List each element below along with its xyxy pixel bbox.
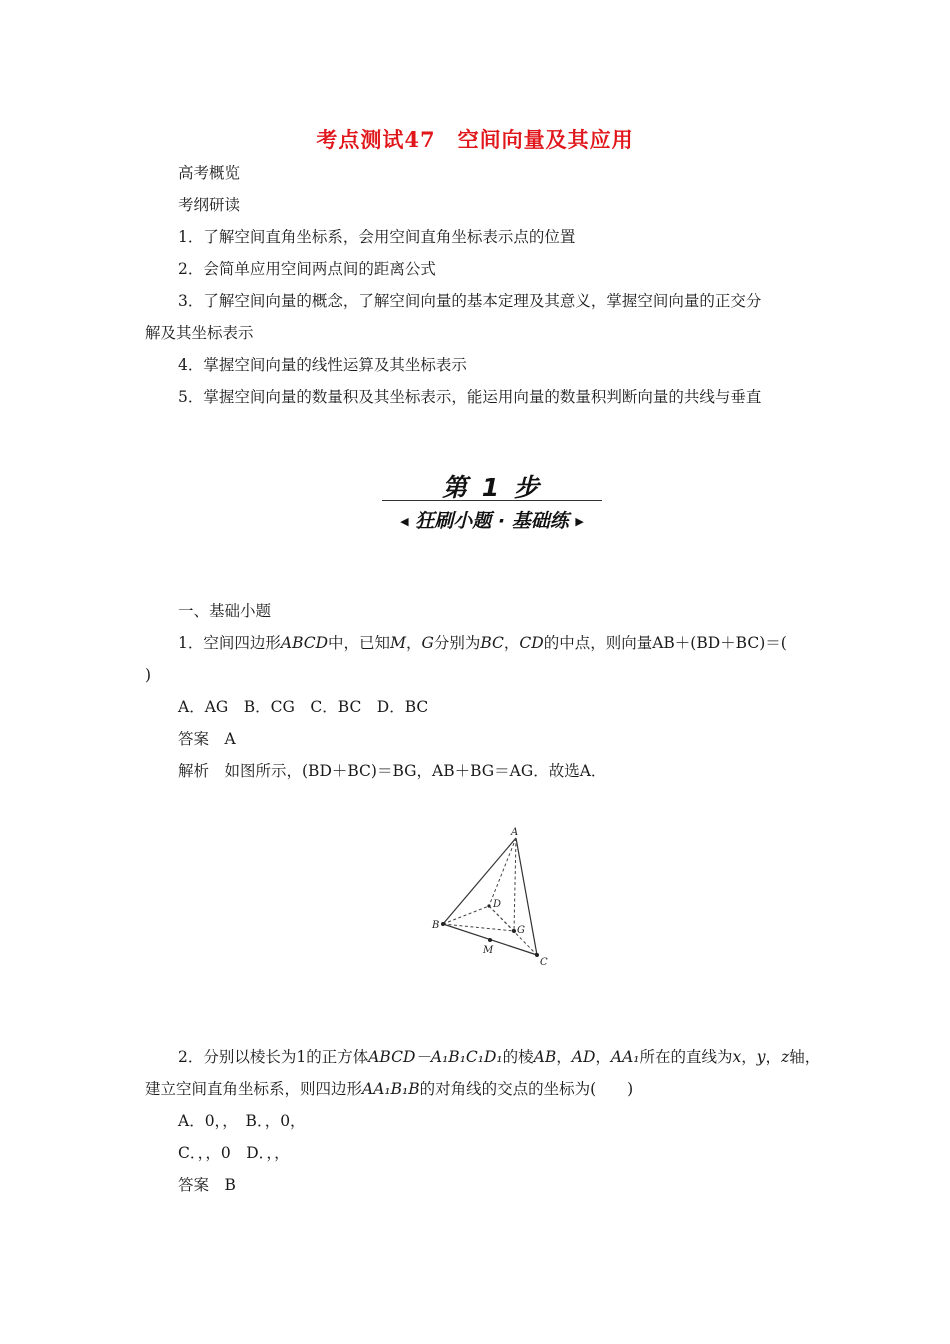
q2-var-x: x bbox=[732, 1048, 742, 1066]
q2-text-7: 建立空间直角坐标系，则四边形 bbox=[145, 1080, 363, 1098]
left-triangle-icon: ◀ bbox=[400, 515, 409, 528]
label-d: D bbox=[493, 899, 502, 910]
step-banner bbox=[380, 466, 604, 536]
outline-item-3-continued: 解及其坐标表示 bbox=[145, 324, 254, 342]
q1-comma-1: ， bbox=[405, 634, 422, 652]
q2-answer: 答案 B bbox=[178, 1176, 236, 1194]
q2-comma-y: ， bbox=[765, 1048, 782, 1066]
q1-text-a: 1．空间四边形 bbox=[178, 634, 281, 652]
page-title: 考点测试47 空间向量及其应用 bbox=[316, 127, 634, 152]
q1-var-bc: BC bbox=[480, 634, 504, 652]
label-c: C bbox=[540, 957, 548, 968]
q1-options: A．AG B．CG C．BC D．BC bbox=[178, 698, 429, 716]
q1-answer: 答案 A bbox=[178, 730, 236, 748]
q2-var-aa1: AA₁ bbox=[610, 1048, 640, 1066]
edge-ad bbox=[489, 838, 516, 906]
label-a: A bbox=[511, 827, 519, 838]
q1-text-d: 的中点，则向量AB＋(BD＋BC)＝( bbox=[543, 634, 787, 652]
q2-var-y: y bbox=[756, 1048, 766, 1066]
vector-ag bbox=[514, 838, 516, 931]
q1-stem bbox=[178, 632, 787, 654]
q1-comma-2: ， bbox=[503, 634, 520, 652]
banner-divider bbox=[382, 500, 602, 501]
step-subtitle-wrap bbox=[380, 506, 604, 533]
outline-item-1: 1．了解空间直角坐标系，会用空间直角坐标表示点的位置 bbox=[178, 228, 576, 246]
q1-var-abcd: ABCD bbox=[280, 634, 329, 652]
label-m: M bbox=[483, 945, 494, 956]
q2-var-cube: ABCD－A₁B₁C₁D₁ bbox=[368, 1048, 503, 1066]
tetrahedron-figure bbox=[425, 822, 560, 972]
q1-var-cd: CD bbox=[519, 634, 544, 652]
point-g bbox=[512, 929, 516, 933]
point-b bbox=[441, 922, 445, 926]
outline-item-3: 3．了解空间向量的概念，了解空间向量的基本定理及其意义，掌握空间向量的正交分 bbox=[178, 292, 762, 310]
label-b: B bbox=[432, 920, 440, 931]
q2-comma-x: ， bbox=[741, 1048, 757, 1066]
q2-options-ab: A．0，， B．，0， bbox=[178, 1112, 306, 1130]
q2-text-1: 2．分别以棱长为1的正方体 bbox=[178, 1048, 369, 1066]
q2-var-ab: AB bbox=[533, 1048, 557, 1066]
q2-stem-continued bbox=[145, 1078, 633, 1100]
q2-options-cd: C．，，0 D．，， bbox=[178, 1144, 290, 1162]
point-c bbox=[535, 953, 539, 957]
q2-text-6: 轴， bbox=[789, 1048, 821, 1066]
outline-heading: 考纲研读 bbox=[178, 196, 241, 214]
q1-var-g: G bbox=[421, 634, 434, 652]
q1-var-m: M bbox=[390, 634, 406, 652]
point-d bbox=[487, 904, 490, 907]
q1-text-b: 中，已知 bbox=[328, 634, 391, 652]
q2-text-2: 的棱 bbox=[502, 1048, 534, 1066]
q1-text-c: 分别为 bbox=[433, 634, 481, 652]
outline-item-4: 4．掌握空间向量的线性运算及其坐标表示 bbox=[178, 356, 467, 374]
q2-stem bbox=[178, 1046, 820, 1068]
q2-text-3: ， bbox=[556, 1048, 572, 1066]
outline-item-5: 5．掌握空间向量的数量积及其坐标表示，能运用向量的数量积判断向量的共线与垂直 bbox=[178, 388, 762, 406]
q2-var-quad: AA₁B₁B bbox=[362, 1080, 420, 1098]
q2-text-5: 所在的直线为 bbox=[639, 1048, 733, 1066]
step-subtitle: 狂刷小题 · 基础练 bbox=[415, 510, 569, 532]
step-label: 第 1 步 bbox=[442, 473, 542, 502]
section-heading: 一、基础小题 bbox=[178, 602, 272, 620]
edge-ab bbox=[443, 838, 516, 924]
edge-ac bbox=[516, 838, 537, 955]
q2-text-8: 的对角线的交点的坐标为( ) bbox=[419, 1080, 634, 1098]
q2-var-z: z bbox=[781, 1048, 790, 1066]
outline-item-2: 2．会简单应用空间两点间的距离公式 bbox=[178, 260, 436, 278]
q2-var-ad: AD bbox=[571, 1048, 596, 1066]
label-g: G bbox=[517, 925, 525, 936]
q2-text-4: ， bbox=[595, 1048, 611, 1066]
q1-stem-continued: ) bbox=[145, 666, 152, 684]
right-triangle-icon: ▶ bbox=[575, 515, 584, 528]
q1-analysis: 解析 如图所示，(BD＋BC)＝BG，AB＋BG＝AG．故选A． bbox=[178, 762, 607, 780]
point-m bbox=[488, 938, 492, 942]
overview-heading: 高考概览 bbox=[178, 164, 241, 182]
